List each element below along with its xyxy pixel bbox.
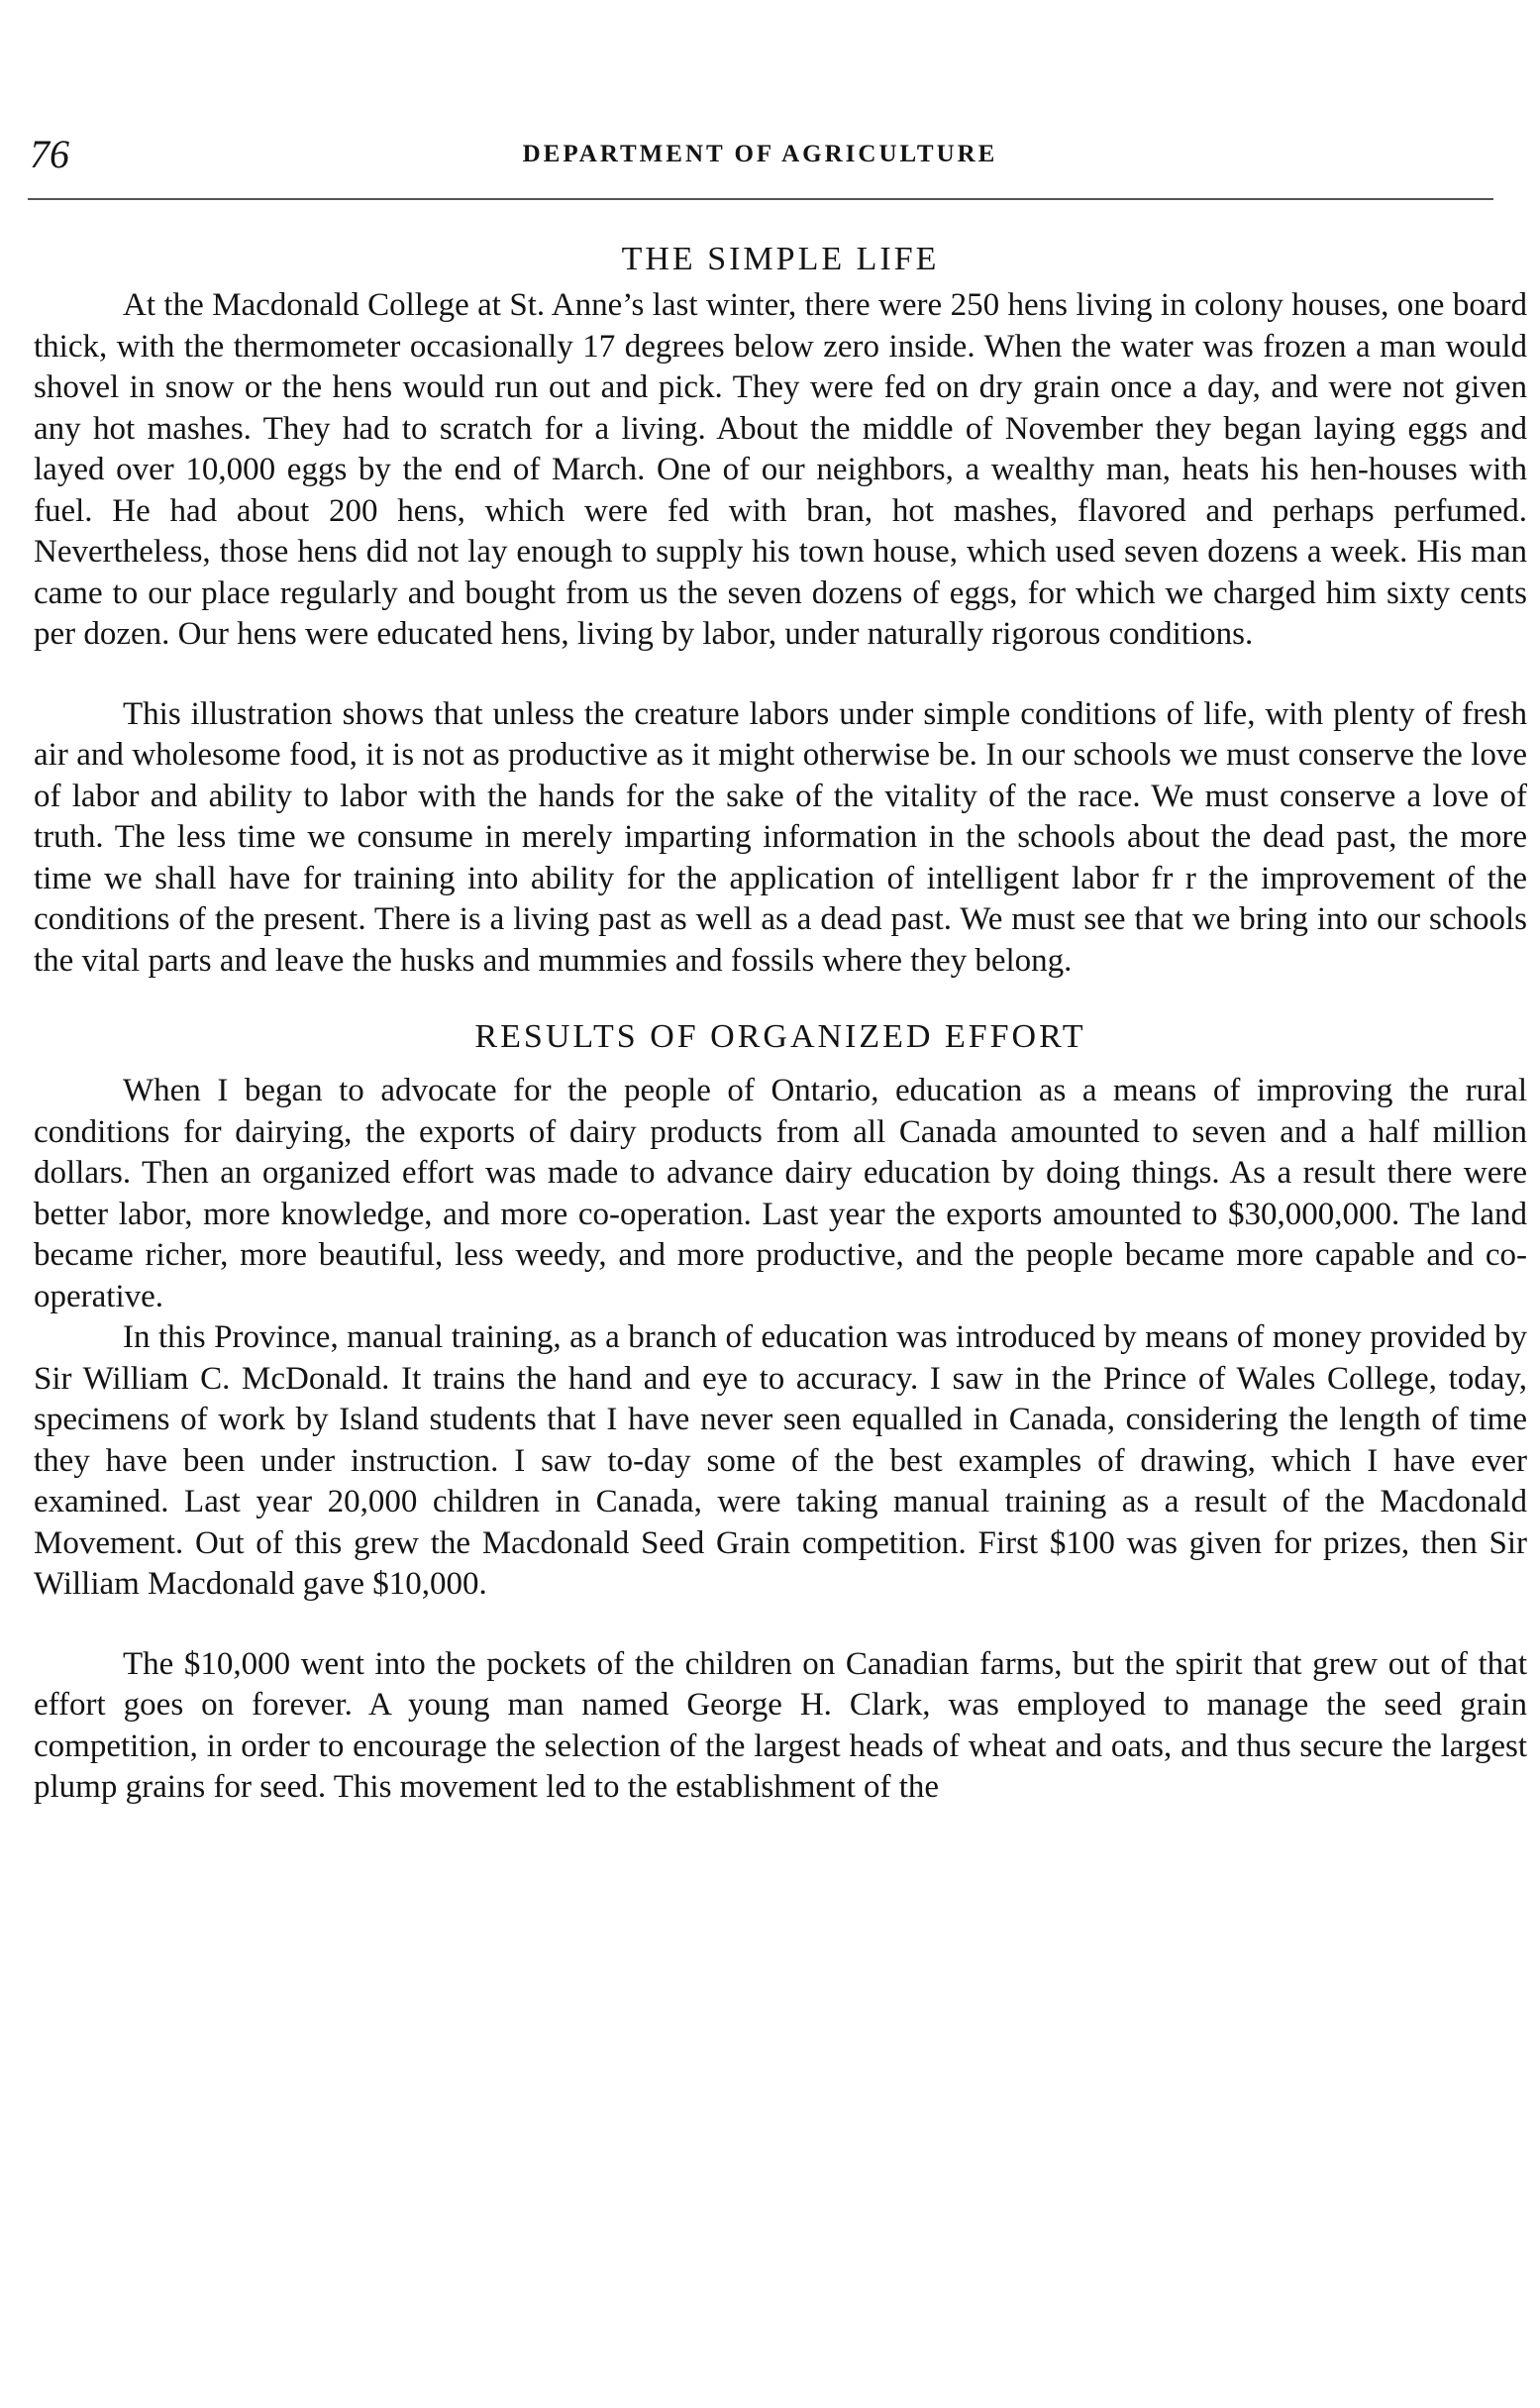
page-body: [34, 238, 1527, 1809]
section-title-simple-life: THE SIMPLE LIFE: [621, 241, 940, 277]
paragraph: At the Macdonald College at St. Anne’s last winter, there were 250 hens living in colony houses, one board thick, with the thermometer occasionally 17 degrees below zero inside. When the water was frozen a man would shovel in snow or the hens would run out and pick. They were fed on dry grain once a day, and were not given any hot mashes. They had to scratch for a living. About the middle of November they began laying eggs and layed over 10,000 eggs by the end of March. One of our neighbors, a wealthy man, heats his hen-houses with fuel. He had about 200 hens, which were fed with bran, hot mashes, flavored and perhaps perfumed. Nevertheless, those hens did not lay enough to supply his town house, which used seven dozens a week. His man came to our place regularly and bought from us the seven dozens of eggs, for which we charged him sixty cents per dozen. Our hens were educated hens, living by labor, under naturally rigorous conditions.: [34, 287, 1527, 652]
header-rule: [28, 198, 1493, 200]
running-head: DEPARTMENT OF AGRICULTURE: [522, 141, 998, 167]
section-title-organized-effort: RESULTS OF ORGANIZED EFFORT: [474, 1018, 1086, 1055]
page-header: [30, 133, 1490, 176]
paragraph: When I began to advocate for the people of Ontario, education as a means of improving the rural conditions for dairying, the exports of dairy products from all Canada amounted to seven and a half million dollars. Then an organized effort was made to advance dairy education by doing things. As a result there were better labor, more knowledge, and more co-operation. Last year the exports amounted to $30,000,000. The land became richer, more beautiful, less weedy, and more productive, and the people became more capable and co-operative.: [34, 1073, 1527, 1314]
page-number: 76: [30, 132, 69, 176]
paragraph: This illustration shows that unless the creature labors under simple conditions of life, with plenty of fresh air and wholesome food, it is not as productive as it might otherwise be. In our schools we must conserve the love of labor and ability to labor with the hands for the sake of the vitality of the race. We must conserve a love of truth. The less time we consume in merely imparting information in the schools about the dead past, the more time we shall have for training into ability for the application of intelligent labor fr r the improvement of the conditions of the present. There is a living past as well as a dead past. We must see that we bring into our schools the vital parts and leave the husks and mummies and fossils where they belong.: [34, 695, 1527, 979]
paragraph: In this Province, manual training, as a branch of education was introduced by means of money provided by Sir William C. McDonald. It trains the hand and eye to accuracy. I saw in the Prince of Wales College, today, specimens of work by Island students that I have never seen equalled in Canada, considering the length of time they have been under instruction. I saw to-day some of the best examples of drawing, which I have ever examined. Last year 20,000 children in Canada, were taking manual training as a result of the Macdonald Movement. Out of this grew the Macdonald Seed Grain competition. First $100 was given for prizes, then Sir William Macdonald gave $10,000.: [34, 1319, 1527, 1602]
paragraph: The $10,000 went into the pockets of the children on Canadian farms, but the spirit that grew out of that effort goes on forever. A young man named George H. Clark, was employed to manage the seed grain competition, in order to encourage the selection of the largest heads of wheat and oats, and thus secure the largest plump grains for seed. This movement led to the establishment of the: [34, 1645, 1527, 1805]
